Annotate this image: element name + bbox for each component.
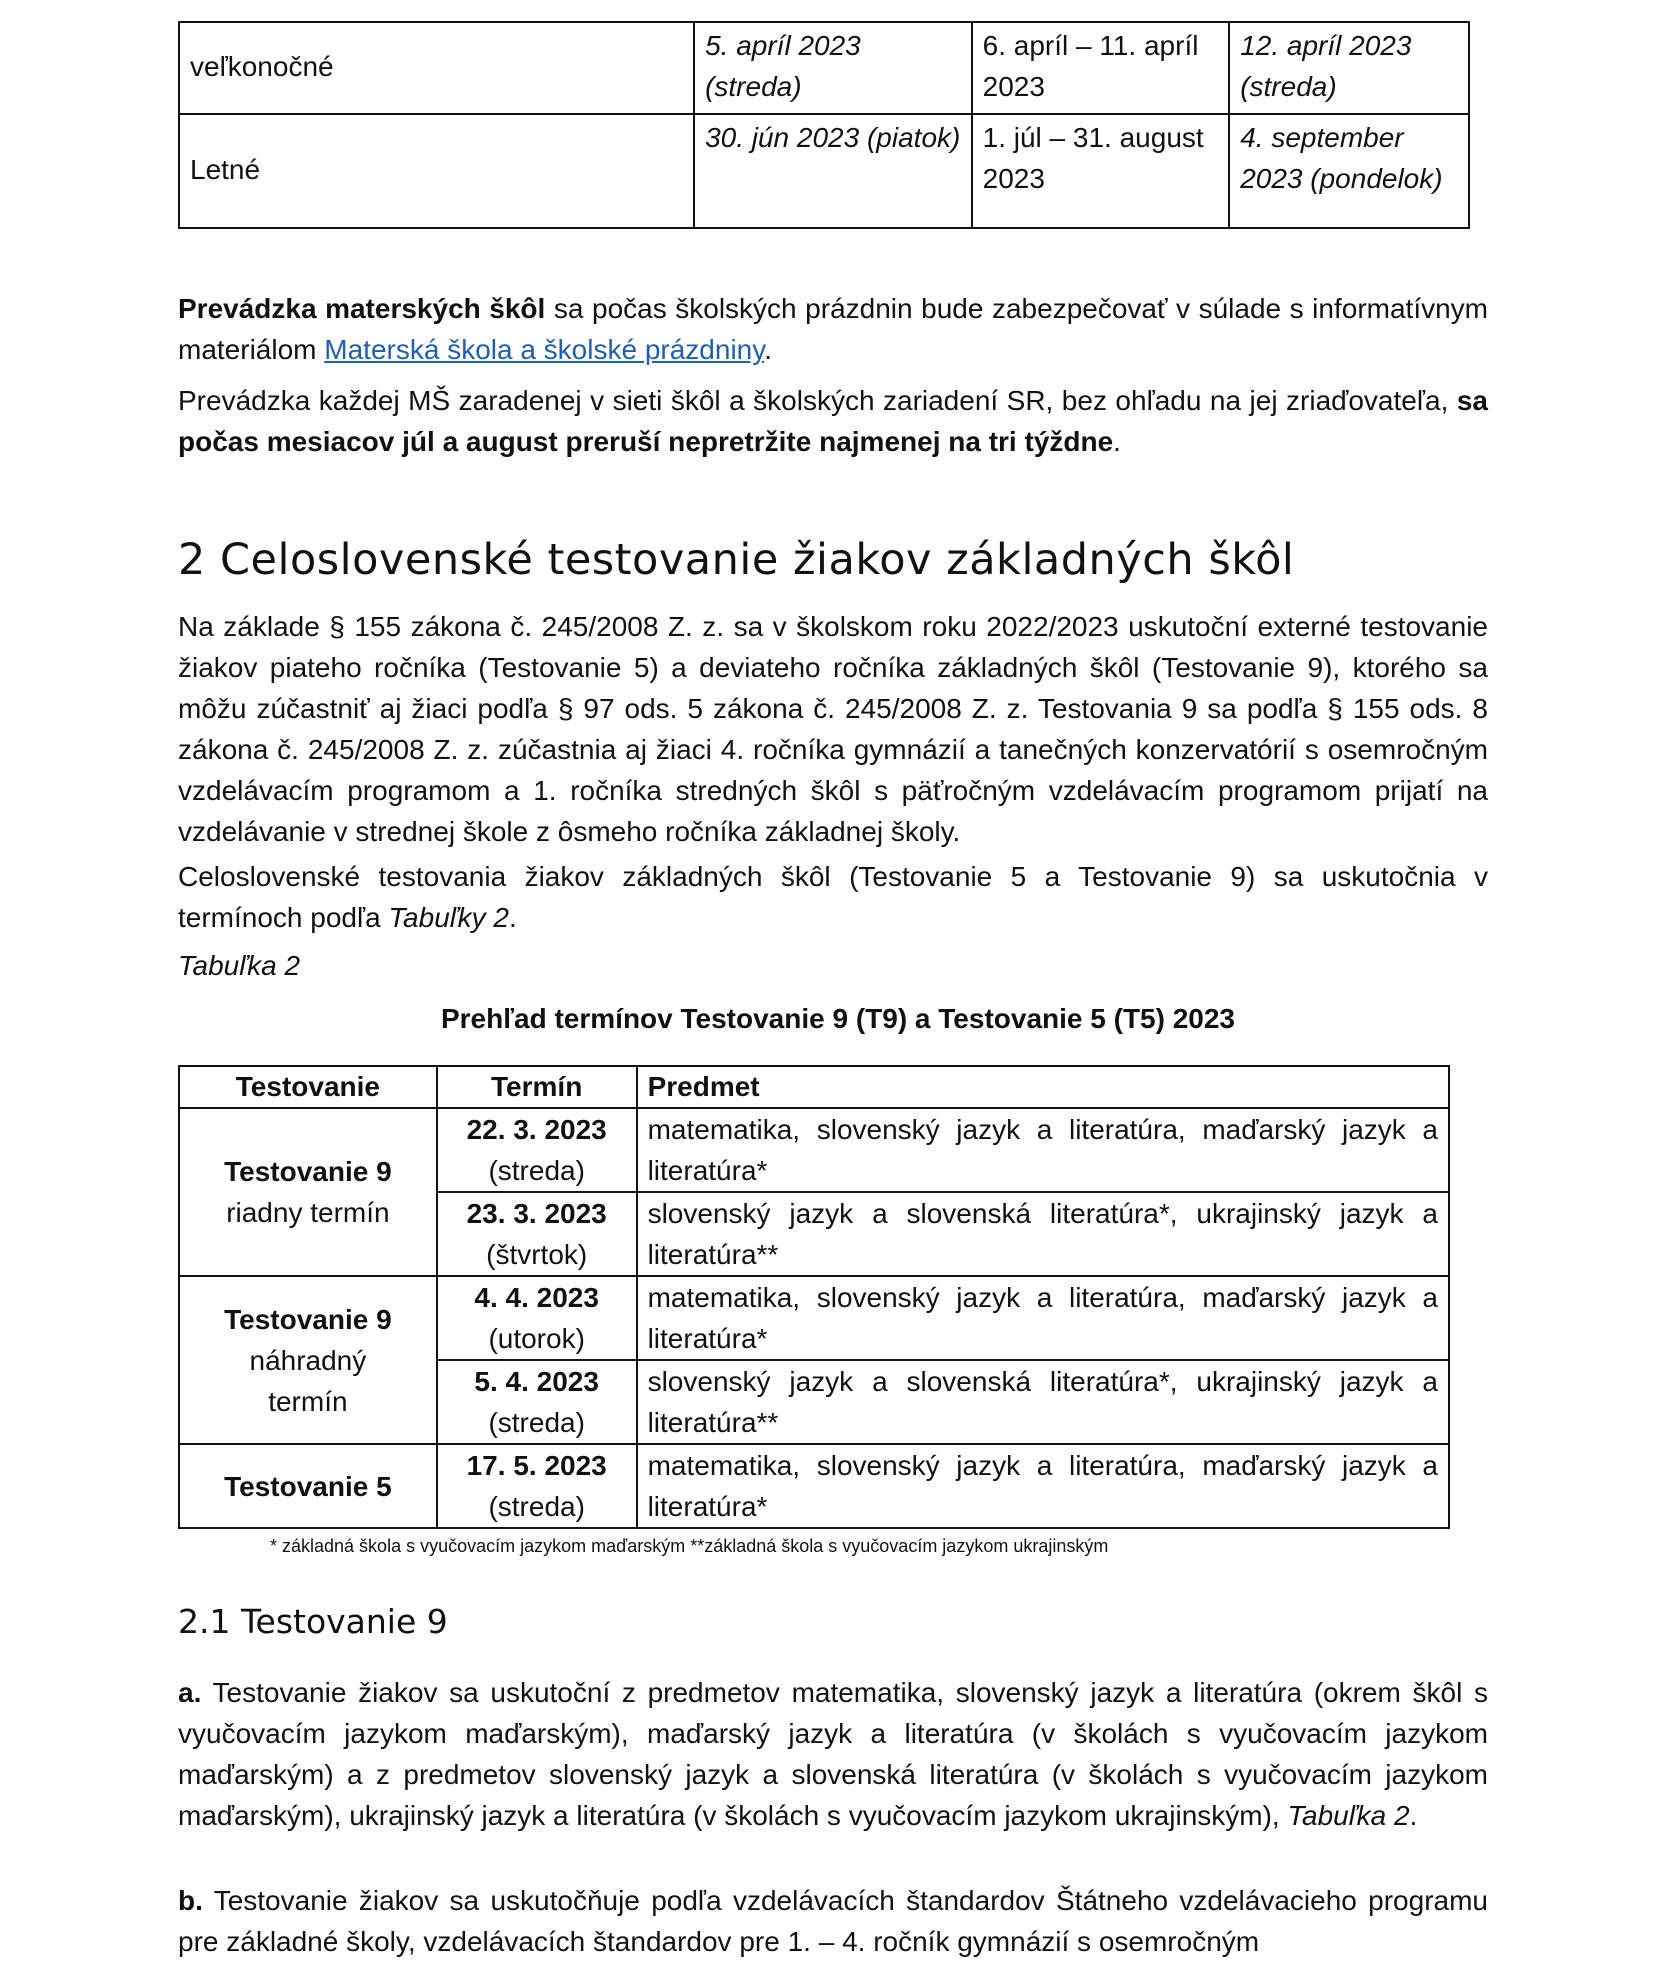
term-day: (štvrtok) [486, 1239, 588, 1270]
term-date: 17. 5. 2023 [466, 1450, 607, 1481]
item-text: Testovanie žiakov sa uskutoční z predmetov matematika, slovenský jazyk a literatúra (okrem škôl s vyučovacím jazykom maďarským), maďarský jazyk a literatúra (v školách s vyučovacím jazykom maďarským) a z predmetov slovenský jazyk a slovenská literatúra (v školách s vyučovacím jazykom maďarským), ukrajinský jazyk a literatúra (v školách s vyučovacím jazykom ukrajinským), [178, 1677, 1488, 1831]
table-caption: Tabuľka 2 [178, 950, 301, 981]
subject-cell: slovenský jazyk a slovenská literatúra*, ukrajinský jazyk a literatúra** [637, 1192, 1449, 1276]
term-day: (utorok) [488, 1323, 585, 1354]
table-header-row [179, 1066, 1449, 1108]
holiday-last-day: 30. jún 2023 (piatok) [694, 114, 972, 228]
testing-group [179, 1108, 437, 1276]
term-cell [437, 1276, 637, 1360]
item-label: b. [178, 1885, 203, 1916]
holiday-start: 4. september 2023 (pondelok) [1229, 114, 1469, 228]
term-date: 23. 3. 2023 [466, 1198, 607, 1229]
paragraph-end: . [764, 334, 772, 365]
table-row [179, 1108, 1449, 1192]
paragraph-testing-legal-basis: Na základe § 155 zákona č. 245/2008 Z. z. sa v školskom roku 2022/2023 uskutoční externé testovanie žiakov piateho ročníka (Testovanie 5) a deviateho ročníka základných škôl (Testovanie 9), ktorého sa môžu zúčastniť aj žiaci podľa § 97 ods. 5 zákona č. 245/2008 Z. z. Testovania 9 sa podľa § 155 ods. 8 zákona č. 245/2008 Z. z. zúčastnia aj žiaci 4. ročníka gymnázií a tanečných konzervatórií s osemročným vzdelávacím programom a 1. ročníka stredných škôl s päťročným vzdelávacím programom prijatí na vzdelávanie v strednej škole z ôsmeho ročníka základnej školy. [178, 611, 1488, 847]
term-date: 5. 4. 2023 [474, 1366, 599, 1397]
testing-group [179, 1444, 437, 1528]
item-text: Testovanie žiakov sa uskutočňuje podľa vzdelávacích štandardov Štátneho vzdelávacieho programu pre základné školy, vzdelávacích štandardov pre 1. – 4. ročník gymnázií s osemročným [178, 1885, 1488, 1957]
item-label: a. [178, 1677, 202, 1708]
holidays-table [178, 21, 1470, 229]
term-day: (streda) [488, 1407, 585, 1438]
italic-text: Tabuľka 2 [1287, 1800, 1410, 1831]
group-sub: riadny termín [226, 1197, 390, 1228]
term-cell [437, 1108, 637, 1192]
term-cell [437, 1360, 637, 1444]
subject-cell: matematika, slovenský jazyk a literatúra, maďarský jazyk a literatúra* [637, 1444, 1449, 1528]
paragraph-text: Prevádzka každej MŠ zaradenej v sieti škôl a školských zariadení SR, bez ohľadu na jej zriaďovateľa, [178, 385, 1457, 416]
term-day: (streda) [488, 1155, 585, 1186]
list-item-b [178, 1880, 1488, 1962]
term-cell [437, 1192, 637, 1276]
paragraph-testing-terms [178, 856, 1488, 938]
paragraph-text: Celoslovenské testovania žiakov základných škôl (Testovanie 5 a Testovanie 9) sa uskutočnia v termínoch podľa [178, 861, 1488, 933]
table-title: Prehľad termínov Testovanie 9 (T9) a Testovanie 5 (T5) 2023 [440, 1003, 1236, 1034]
table-row [179, 114, 1469, 228]
group-name: Testovanie 5 [224, 1470, 392, 1502]
header-subject: Predmet [637, 1066, 1449, 1108]
holiday-name: Letné [179, 114, 694, 228]
holiday-period: 6. apríl – 11. apríl 2023 [972, 22, 1230, 114]
paragraph-end: . [509, 902, 517, 933]
header-testing: Testovanie [179, 1066, 437, 1108]
group-sub: náhradný termín [249, 1344, 367, 1417]
table-row [179, 1276, 1449, 1360]
testing-schedule-table [178, 1065, 1450, 1529]
item-end: . [1409, 1800, 1418, 1831]
header-term: Termín [437, 1066, 637, 1108]
table-row [179, 1444, 1449, 1528]
paragraph-kindergarten-operation [178, 288, 1488, 370]
kindergarten-holidays-link[interactable]: Materská škola a školské prázdniny [324, 334, 765, 365]
table-row [179, 22, 1469, 114]
holiday-name: veľkonočné [179, 22, 694, 114]
group-name: Testovanie 9 [224, 1156, 392, 1187]
testing-group [179, 1276, 437, 1444]
subject-cell: matematika, slovenský jazyk a literatúra, maďarský jazyk a literatúra* [637, 1108, 1449, 1192]
term-day: (streda) [488, 1491, 585, 1522]
bold-text: Prevádzka materských škôl [178, 293, 546, 324]
subject-cell: slovenský jazyk a slovenská literatúra*, ukrajinský jazyk a literatúra** [637, 1360, 1449, 1444]
term-cell [437, 1444, 637, 1528]
paragraph-kindergarten-interruption [178, 380, 1488, 462]
section-heading-2: 2 Celoslovenské testovanie žiakov základných škôl [178, 535, 1295, 585]
italic-text: Tabuľky 2 [388, 902, 509, 933]
group-name: Testovanie 9 [224, 1303, 392, 1335]
paragraph-end: . [1113, 426, 1121, 457]
table-footnote: * základná škola s vyučovacím jazykom maďarským **základná škola s vyučovacím jazykom ukrajinským [270, 1536, 1109, 1556]
bold-text: sa počas mesiacov júl a august preruší nepretržite najmenej na tri týždne [178, 385, 1488, 457]
paragraph-text: sa počas školských prázdnin bude zabezpečovať v súlade s informatívnym materiálom [178, 293, 1489, 365]
holiday-start: 12. apríl 2023 (streda) [1229, 22, 1469, 114]
holiday-last-day: 5. apríl 2023 (streda) [694, 22, 972, 114]
subject-cell: matematika, slovenský jazyk a literatúra, maďarský jazyk a literatúra* [637, 1276, 1449, 1360]
term-date: 4. 4. 2023 [474, 1282, 599, 1313]
holiday-period: 1. júl – 31. august 2023 [972, 114, 1230, 228]
section-heading-2-1: 2.1 Testovanie 9 [178, 1602, 448, 1641]
term-date: 22. 3. 2023 [466, 1114, 607, 1145]
list-item-a [178, 1672, 1488, 1836]
